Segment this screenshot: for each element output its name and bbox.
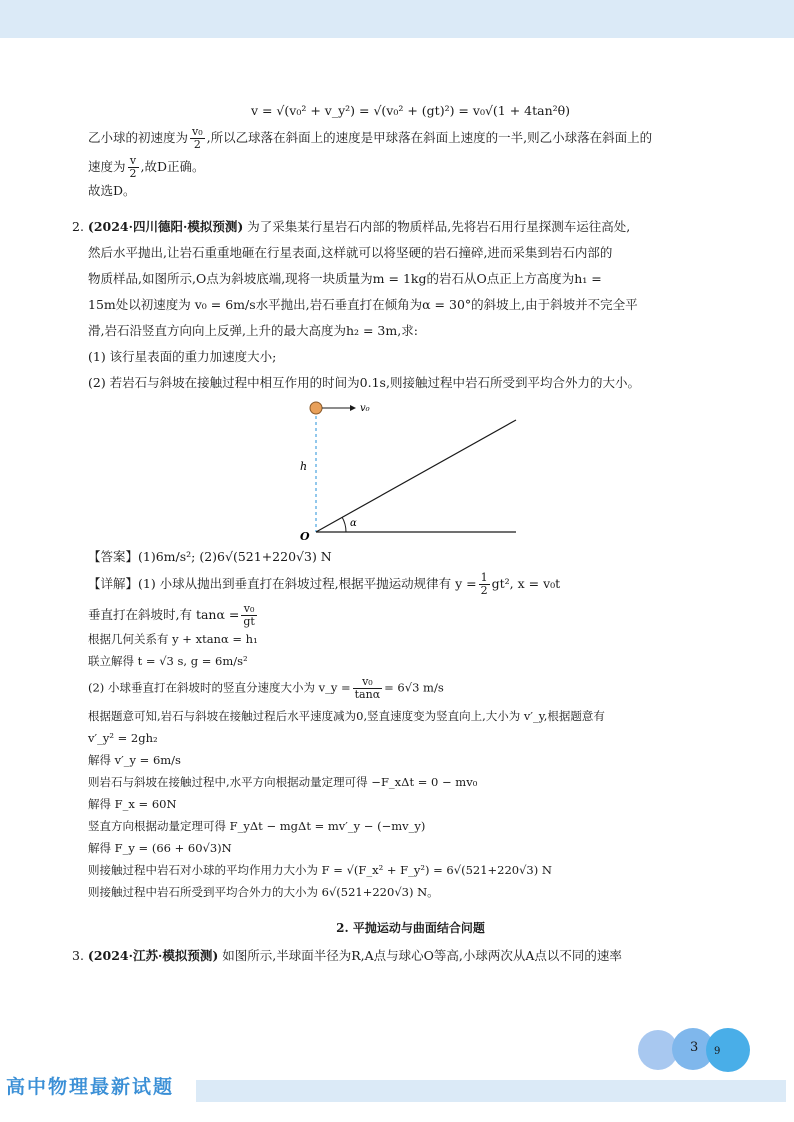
- detail-line: 解得 v′_y = 6m/s: [88, 753, 181, 767]
- paragraph-line: 故选D。: [88, 183, 136, 198]
- detail-line: 根据题意可知,岩石与斜坡在接触过程后水平速度减为0,竖直速度变为竖直向上,大小为 v′_y,根据题意有: [88, 709, 605, 723]
- detail-line: 【详解】(1) 小球从抛出到垂直打在斜坡过程,根据平抛运动规律有 y = $\frac{1}{2}$ gt², x = v₀t: [88, 571, 561, 597]
- question-2-line: 物质样品,如图所示,O点为斜坡底端,现将一块质量为m = 1kg的岩石从O点正上方高度为h₁ =: [88, 271, 602, 286]
- question-2-line: 滑,岩石沿竖直方向向上反弹,上升的最大高度为h₂ = 3m,求:: [88, 323, 418, 338]
- detail-line: 则接触过程中岩石所受到平均合外力的大小为 6√(521+220√3) N。: [88, 885, 439, 899]
- question-source: (2024·四川德阳·模拟预测): [87, 219, 244, 234]
- paragraph-line: 速度为 $\frac{v}{2}$ ,故D正确。: [88, 154, 205, 180]
- question-2-line: 15m处以初速度为 v₀ = 6m/s水平抛出,岩石垂直打在倾角为α = 30°的斜坡上,由于斜坡并不完全平: [88, 297, 638, 312]
- detail-line: (2) 小球垂直打在斜坡时的竖直分速度大小为 v_y = $\frac{\text{v₀}}{\tan\alpha}$ = 6√3 m/s: [88, 675, 444, 701]
- question-3-line: 3. (2024·江苏·模拟预测) 如图所示,半球面半径为R,A点与球心O等高,小球两次从A点以不同的速率: [72, 948, 622, 963]
- page-number-suffix: 9: [714, 1046, 721, 1057]
- page-badge-circle: [706, 1028, 750, 1072]
- slope-line: [316, 420, 516, 532]
- fraction: $\frac{v}{2}$: [129, 154, 137, 180]
- page-number: 3: [690, 1040, 699, 1055]
- rock-ball: [310, 402, 322, 414]
- detail-line: 联立解得 t = √3 s, g = 6m/s²: [88, 654, 248, 668]
- detail-line: 解得 F_y = (66 + 60√3)N: [88, 841, 232, 855]
- label-alpha: α: [350, 518, 357, 529]
- document-body: [72, 100, 733, 967]
- projectile-slope-figure: [88, 398, 733, 546]
- equation-velocity: v = √(v₀² + v_y²) = √(v₀² + (gt)²) = v₀√(1 + 4tan²θ): [250, 103, 571, 118]
- angle-arc: [342, 517, 346, 532]
- label-h: h: [300, 460, 308, 473]
- detail-line: 竖直方向根据动量定理可得 F_yΔt − mgΔt = mv′_y − (−mv_y): [88, 819, 426, 833]
- sub-question-2: (2) 若岩石与斜坡在接触过程中相互作用的时间为0.1s,则接触过程中岩石所受到平均合外力的大小。: [88, 375, 640, 390]
- detail-line: 则接触过程中岩石对小球的平均作用力大小为 F = √(F_x² + F_y²) = 6√(521+220√3) N: [88, 863, 552, 877]
- question-source: (2024·江苏·模拟预测): [87, 948, 219, 963]
- label-O: O: [300, 530, 310, 543]
- question-2-line: 然后水平抛出,让岩石重重地砸在行星表面,这样就可以将坚硬的岩石撞碎,进而采集到岩石内部的: [88, 245, 613, 260]
- detail-line: 解得 F_x = 60N: [88, 797, 177, 811]
- question-number: 2.: [72, 219, 84, 234]
- detail-line: 则岩石与斜坡在接触过程中,水平方向根据动量定理可得 −F_xΔt = 0 − mv₀: [88, 775, 478, 789]
- top-header-band: [0, 0, 794, 38]
- detail-line: 垂直打在斜坡时,有 tanα = $\frac{\text{v₀}}{gt}$: [88, 602, 255, 628]
- velocity-arrowhead: [350, 405, 356, 411]
- question-2-line: 2. (2024·四川德阳·模拟预测) 为了采集某行星岩石内部的物质样品,先将岩石用行星探测车运往高处,: [72, 219, 631, 234]
- fraction: $\frac{1}{2}$: [480, 571, 488, 597]
- figure-svg: [88, 398, 733, 546]
- fraction: $\frac{\text{v₀}}{gt}$: [243, 602, 255, 628]
- fraction: $\frac{\text{v₀}}{\tan\alpha}$: [354, 675, 381, 701]
- fraction: $\frac{\text{v₀}}{2}$: [192, 125, 203, 151]
- answer-line: 【答案】(1)6m/s²; (2)6√(521+220√3) N: [88, 549, 332, 564]
- detail-line: 根据几何关系有 y + xtanα = h₁: [88, 632, 258, 646]
- footer-brand-text: 高中物理最新试题: [6, 1076, 175, 1098]
- footer-bar: [196, 1080, 786, 1102]
- sub-question-1: (1) 该行星表面的重力加速度大小;: [88, 349, 277, 364]
- label-v0: v₀: [360, 403, 370, 414]
- question-number: 3.: [72, 948, 84, 963]
- detail-line: v′_y² = 2gh₂: [88, 731, 158, 745]
- paragraph-line: 乙小球的初速度为 $\frac{\text{v₀}}{2}$ ,所以乙球落在斜面上的速度是甲球落在斜面上速度的一半,则乙小球落在斜面上的: [88, 125, 653, 151]
- section-heading: 2. 平抛运动与曲面结合问题: [336, 921, 485, 935]
